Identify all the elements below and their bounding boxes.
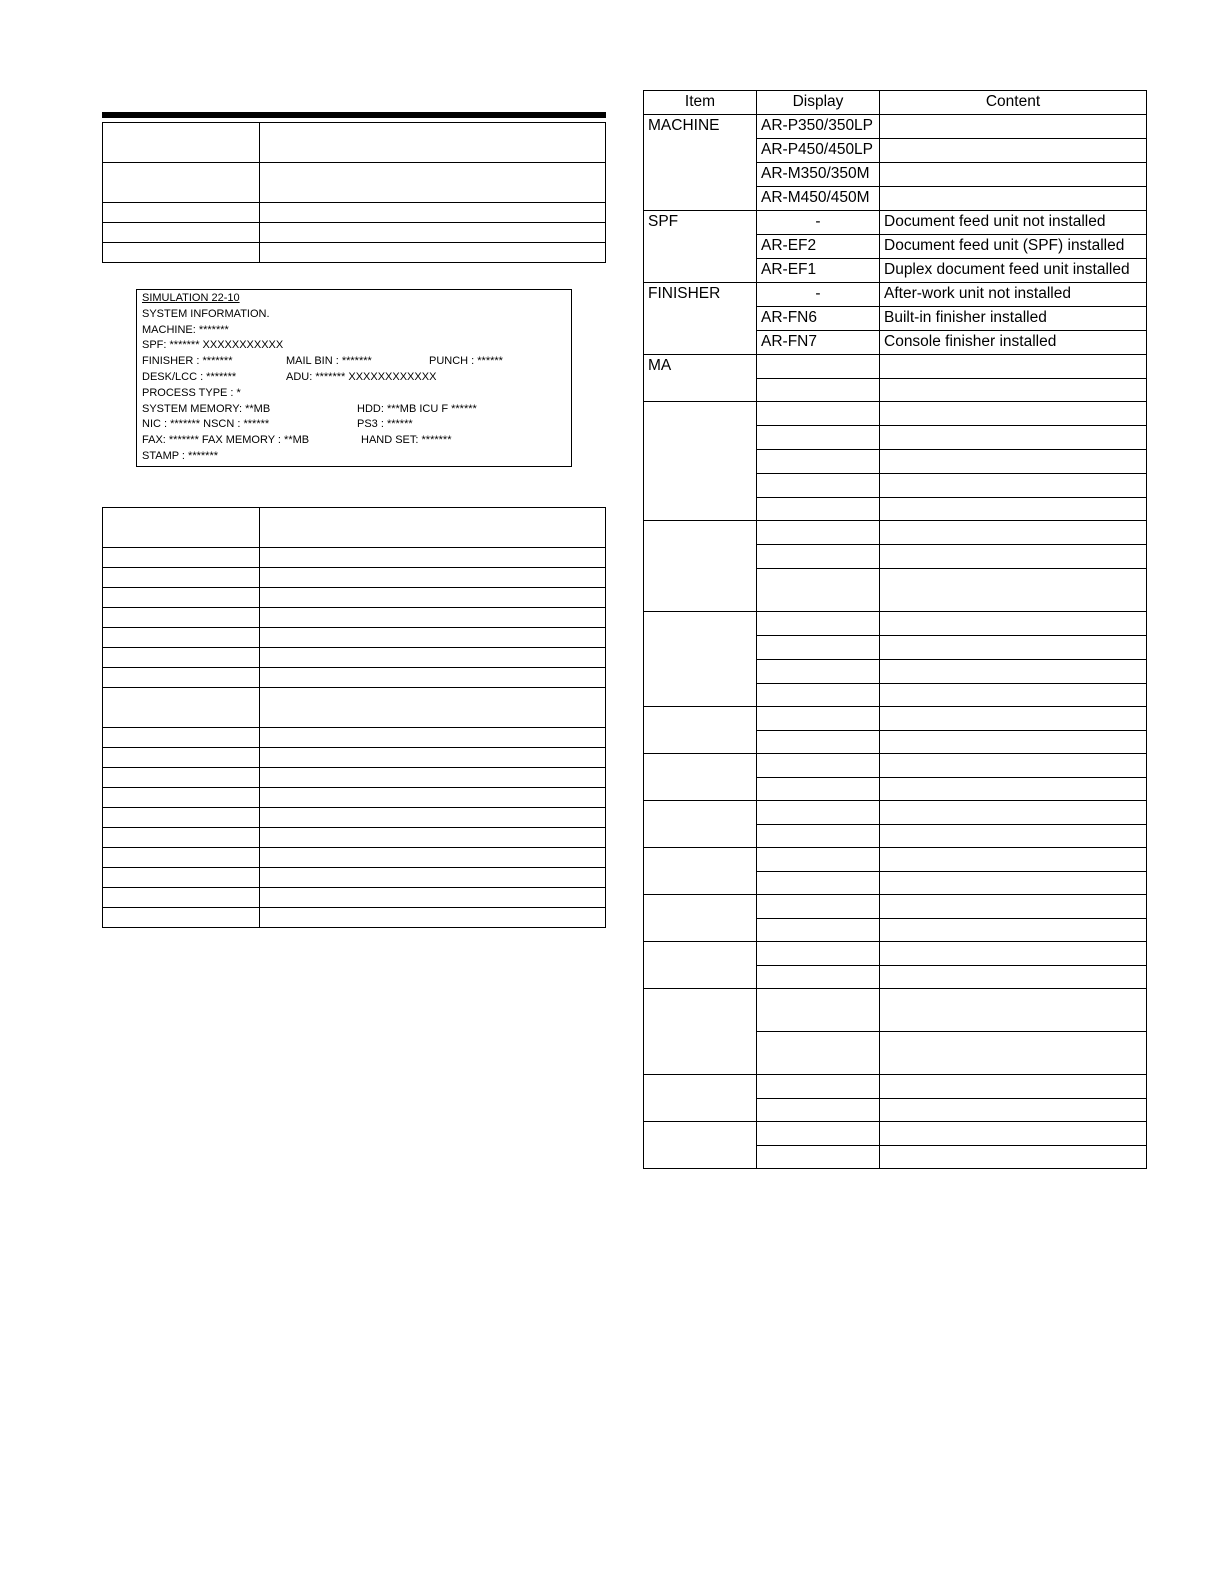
- display-cell: [757, 521, 880, 545]
- content-cell: [880, 379, 1147, 402]
- display-cell: [757, 942, 880, 966]
- item-cell: [644, 521, 757, 612]
- display-cell: [757, 569, 880, 612]
- content-cell: [880, 754, 1147, 778]
- display-cell: [757, 660, 880, 684]
- table-cell: [103, 808, 260, 828]
- display-cell: [757, 801, 880, 825]
- display-cell: [757, 545, 880, 569]
- display-cell: [757, 474, 880, 498]
- table-cell: [103, 848, 260, 868]
- left-table-top: [102, 122, 606, 263]
- table-cell: [103, 728, 260, 748]
- table-cell: [103, 628, 260, 648]
- display-cell: AR-FN7: [757, 331, 880, 355]
- table-cell: [260, 628, 606, 648]
- table-cell: [260, 728, 606, 748]
- content-cell: [880, 825, 1147, 848]
- content-cell: [880, 989, 1147, 1032]
- table-cell: [260, 868, 606, 888]
- item-machine: MACHINE: [644, 115, 757, 211]
- simulation-title: SIMULATION 22-10: [142, 292, 240, 304]
- display-cell: [757, 895, 880, 919]
- item-ma: MA: [644, 355, 757, 402]
- display-cell: [757, 355, 880, 379]
- content-cell: [880, 966, 1147, 989]
- content-cell: [880, 942, 1147, 966]
- display-cell: AR-EF2: [757, 235, 880, 259]
- table-cell: [103, 688, 260, 728]
- table-cell: [260, 768, 606, 788]
- content-cell: [880, 1122, 1147, 1146]
- item-finisher: FINISHER: [644, 283, 757, 355]
- content-cell: [880, 919, 1147, 942]
- table-cell: [103, 548, 260, 568]
- fax-memory-line: FAX: ******* FAX MEMORY : **MB: [142, 434, 310, 447]
- table-cell: [103, 768, 260, 788]
- display-cell: AR-EF1: [757, 259, 880, 283]
- finisher-line: FINISHER : *******: [142, 355, 233, 368]
- table-cell: [103, 243, 260, 263]
- content-cell: Built-in finisher installed: [880, 307, 1147, 331]
- content-cell: [880, 872, 1147, 895]
- table-cell: [260, 808, 606, 828]
- content-cell: [880, 545, 1147, 569]
- machine-line: MACHINE: *******: [142, 323, 229, 336]
- table-cell: [103, 668, 260, 688]
- table-cell: [260, 748, 606, 768]
- content-cell: [880, 778, 1147, 801]
- display-cell: [757, 707, 880, 731]
- item-cell: [644, 895, 757, 942]
- table-cell: [260, 163, 606, 203]
- system-information-table: [643, 90, 1147, 1169]
- nic-nscn-line: NIC : ******* NSCN : ******: [142, 418, 270, 431]
- table-cell: [260, 123, 606, 163]
- display-cell: [757, 919, 880, 942]
- table-cell: [103, 508, 260, 548]
- table-cell: [103, 223, 260, 243]
- display-cell: [757, 612, 880, 636]
- content-cell: [880, 498, 1147, 521]
- table-cell: [260, 568, 606, 588]
- display-cell: [757, 498, 880, 521]
- header-display: Display: [757, 91, 880, 115]
- table-cell: [103, 608, 260, 628]
- content-cell: [880, 187, 1147, 211]
- content-cell: [880, 521, 1147, 545]
- process-type-line: PROCESS TYPE : *: [142, 386, 241, 399]
- display-cell: [757, 872, 880, 895]
- stamp-line: STAMP : *******: [142, 449, 219, 462]
- display-cell: [757, 754, 880, 778]
- system-information-text: SYSTEM INFORMATION.: [142, 307, 270, 320]
- desk-lcc-line: DESK/LCC : *******: [142, 370, 237, 383]
- table-cell: [260, 548, 606, 568]
- table-cell: [103, 648, 260, 668]
- display-cell: [757, 402, 880, 426]
- display-cell: [757, 450, 880, 474]
- item-cell: [644, 942, 757, 989]
- table-cell: [103, 203, 260, 223]
- display-cell: [757, 1099, 880, 1122]
- simulation-screen-box: [136, 289, 572, 467]
- content-cell: [880, 402, 1147, 426]
- content-cell: Console finisher installed: [880, 331, 1147, 355]
- item-cell: [644, 801, 757, 848]
- table-cell: [260, 203, 606, 223]
- table-cell: [260, 223, 606, 243]
- display-cell: [757, 848, 880, 872]
- display-cell: [757, 636, 880, 660]
- display-cell: -: [757, 211, 880, 235]
- table-cell: [260, 508, 606, 548]
- table-cell: [260, 908, 606, 928]
- table-cell: [260, 243, 606, 263]
- mail-bin-line: MAIL BIN : *******: [286, 355, 372, 368]
- table-cell: [260, 888, 606, 908]
- content-cell: Duplex document feed unit installed: [880, 259, 1147, 283]
- table-cell: [103, 908, 260, 928]
- spf-line: SPF: ******* XXXXXXXXXXX: [142, 339, 284, 352]
- display-cell: AR-M350/350M: [757, 163, 880, 187]
- content-cell: [880, 139, 1147, 163]
- header-content: Content: [880, 91, 1147, 115]
- item-cell: [644, 848, 757, 895]
- section-heading-rule: [102, 112, 606, 118]
- content-cell: [880, 426, 1147, 450]
- display-cell: AR-FN6: [757, 307, 880, 331]
- content-cell: [880, 636, 1147, 660]
- display-cell: [757, 989, 880, 1032]
- item-spf: SPF: [644, 211, 757, 283]
- content-cell: [880, 1032, 1147, 1075]
- display-cell: [757, 426, 880, 450]
- content-cell: [880, 1146, 1147, 1169]
- content-cell: [880, 569, 1147, 612]
- content-cell: [880, 163, 1147, 187]
- display-cell: AR-P350/350LP: [757, 115, 880, 139]
- display-cell: AR-M450/450M: [757, 187, 880, 211]
- content-cell: [880, 355, 1147, 379]
- table-cell: [103, 568, 260, 588]
- header-item: Item: [644, 91, 757, 115]
- content-cell: [880, 450, 1147, 474]
- display-cell: -: [757, 283, 880, 307]
- display-cell: [757, 1122, 880, 1146]
- table-cell: [260, 788, 606, 808]
- content-cell: [880, 1075, 1147, 1099]
- table-cell: [103, 888, 260, 908]
- display-cell: AR-P450/450LP: [757, 139, 880, 163]
- left-table-bottom: [102, 507, 606, 928]
- content-cell: [880, 474, 1147, 498]
- content-cell: [880, 801, 1147, 825]
- content-cell: [880, 1099, 1147, 1122]
- content-cell: [880, 684, 1147, 707]
- table-cell: [260, 588, 606, 608]
- item-cell: [644, 989, 757, 1075]
- punch-line: PUNCH : ******: [429, 355, 503, 368]
- content-cell: [880, 660, 1147, 684]
- content-cell: [880, 848, 1147, 872]
- adu-line: ADU: ******* XXXXXXXXXXXX: [286, 370, 437, 383]
- item-cell: [644, 1075, 757, 1122]
- item-cell: [644, 612, 757, 707]
- table-cell: [103, 828, 260, 848]
- table-cell: [103, 123, 260, 163]
- item-cell: [644, 754, 757, 801]
- content-cell: Document feed unit not installed: [880, 211, 1147, 235]
- hdd-line: HDD: ***MB ICU F ******: [357, 402, 477, 415]
- content-cell: [880, 731, 1147, 754]
- display-cell: [757, 684, 880, 707]
- display-cell: [757, 1032, 880, 1075]
- display-cell: [757, 1075, 880, 1099]
- content-cell: [880, 115, 1147, 139]
- content-cell: [880, 895, 1147, 919]
- table-cell: [260, 648, 606, 668]
- table-cell: [103, 163, 260, 203]
- item-cell: [644, 402, 757, 521]
- display-cell: [757, 966, 880, 989]
- content-cell: Document feed unit (SPF) installed: [880, 235, 1147, 259]
- content-cell: [880, 707, 1147, 731]
- display-cell: [757, 731, 880, 754]
- table-cell: [260, 828, 606, 848]
- display-cell: [757, 379, 880, 402]
- table-cell: [260, 688, 606, 728]
- table-cell: [103, 788, 260, 808]
- table-cell: [260, 848, 606, 868]
- table-cell: [103, 868, 260, 888]
- table-cell: [260, 668, 606, 688]
- display-cell: [757, 825, 880, 848]
- hand-set-line: HAND SET: *******: [361, 434, 452, 447]
- table-cell: [103, 748, 260, 768]
- display-cell: [757, 1146, 880, 1169]
- content-cell: [880, 612, 1147, 636]
- display-cell: [757, 778, 880, 801]
- table-cell: [103, 588, 260, 608]
- item-cell: [644, 1122, 757, 1169]
- content-cell: After-work unit not installed: [880, 283, 1147, 307]
- system-memory-line: SYSTEM MEMORY: **MB: [142, 402, 271, 415]
- ps3-line: PS3 : ******: [357, 418, 413, 431]
- table-cell: [260, 608, 606, 628]
- item-cell: [644, 707, 757, 754]
